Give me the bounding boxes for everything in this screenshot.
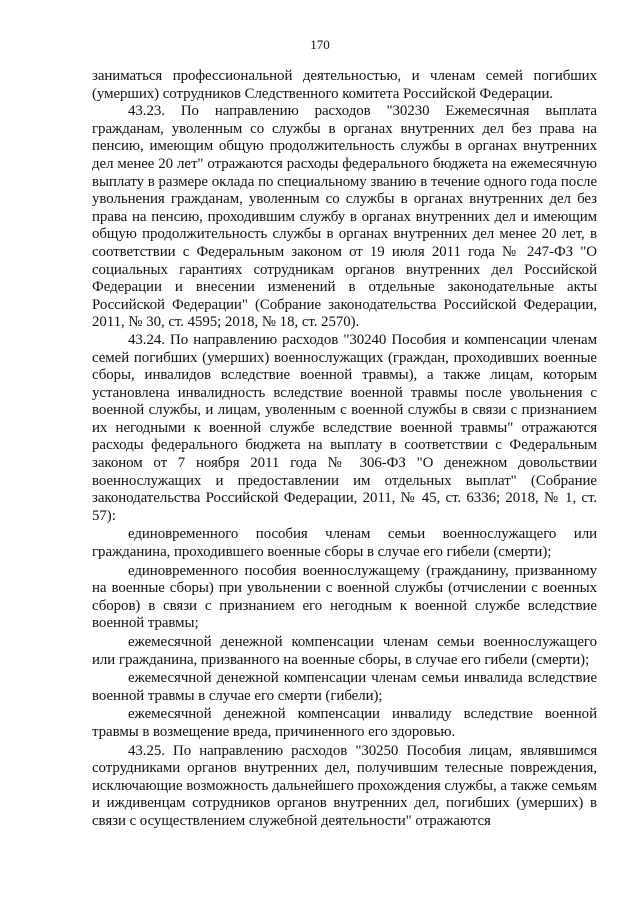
document-body — [92, 68, 597, 831]
paragraph-43-23: 43.23. По направлению расходов "30230 Ежемесячная выплата гражданам, уволенным со службы в органах внутренних дел без права на пенсию, имеющим общую продолжительность службы в органах внутренних дел менее 20 лет" отражаются расходы федерального бюджета на ежемесячную выплату в размере оклада по специальному званию в течение одного года после увольнения гражданам, уволенным со службы в органах внутренних дел без права на пенсию, проходившим службу в органах внутренних дел и имеющим общую продолжительность службы в органах внутренних дел менее 20 лет, в соответствии с Федеральным законом от 19 июля 2011 года № 247-ФЗ "О социальных гарантиях сотрудникам органов внутренних дел Российской Федерации и внесении изменений в отдельные законодательные акты Российской Федерации" (Собрание законодательства Российской Федерации, 2011, № 30, ст. 4595; 2018, № 18, ст. 2570). — [92, 103, 597, 331]
paragraph-continuation: заниматься профессиональной деятельностью, и членам семей погибших (умерших) сотрудников Следственного комитета Российской Федерации. — [92, 68, 597, 102]
list-item-monthly-invalid-family: ежемесячной денежной компенсации членам семьи инвалида вследствие военной травмы в случае его смерти (гибели); — [92, 670, 597, 704]
page-number: 170 — [310, 37, 330, 52]
list-item-monthly-invalid: ежемесячной денежной компенсации инвалиду вследствие военной травмы в возмещение вреда, причиненного его здоровью. — [92, 706, 597, 740]
paragraph-43-25: 43.25. По направлению расходов "30250 Пособия лицам, являвшимся сотрудниками органов внутренних дел, получившим телесные повреждения, исключающие возможность дальнейшего прохождения службы, а также семьям и иждивенцам сотрудников органов внутренних дел, погибших (умерших) в связи с осуществлением служебной деятельности" отражаются — [92, 742, 597, 829]
paragraph-43-24: 43.24. По направлению расходов "30240 Пособия и компенсации членам семей погибших (умерших) военнослужащих (граждан, проходивших военные сборы, инвалидов вследствие военной травмы), а также лицам, которым установлена инвалидность вследствие военной травмы после увольнения с военной службы, и лицам, уволенным с военной службы в связи с признанием их негодными к военной службе вследствие военной травмы" отражаются расходы федерального бюджета на выплату в соответствии с Федеральным законом от 7 ноября 2011 года № 306-ФЗ "О денежном довольствии военнослужащих и предоставлении им отдельных выплат" (Собрание законодательства Российской Федерации, 2011, № 45, ст. 6336; 2018, № 1, ст. 57): — [92, 331, 597, 524]
list-item-lump-sum-family: единовременного пособия членам семьи военнослужащего или гражданина, проходившего военные сборы в случае его гибели (смерти); — [92, 526, 597, 561]
list-item-lump-sum-serviceman: единовременного пособия военнослужащему (гражданину, призванному на военные сборы) при увольнении с военной службы (отчислении с военных сборов) в связи с признанием его негодным к военной службе вследствие военной травмы; — [92, 562, 597, 632]
list-item-monthly-family: ежемесячной денежной компенсации членам семьи военнослужащего или гражданина, призванного на военные сборы, в случае его гибели (смерти); — [92, 634, 597, 668]
